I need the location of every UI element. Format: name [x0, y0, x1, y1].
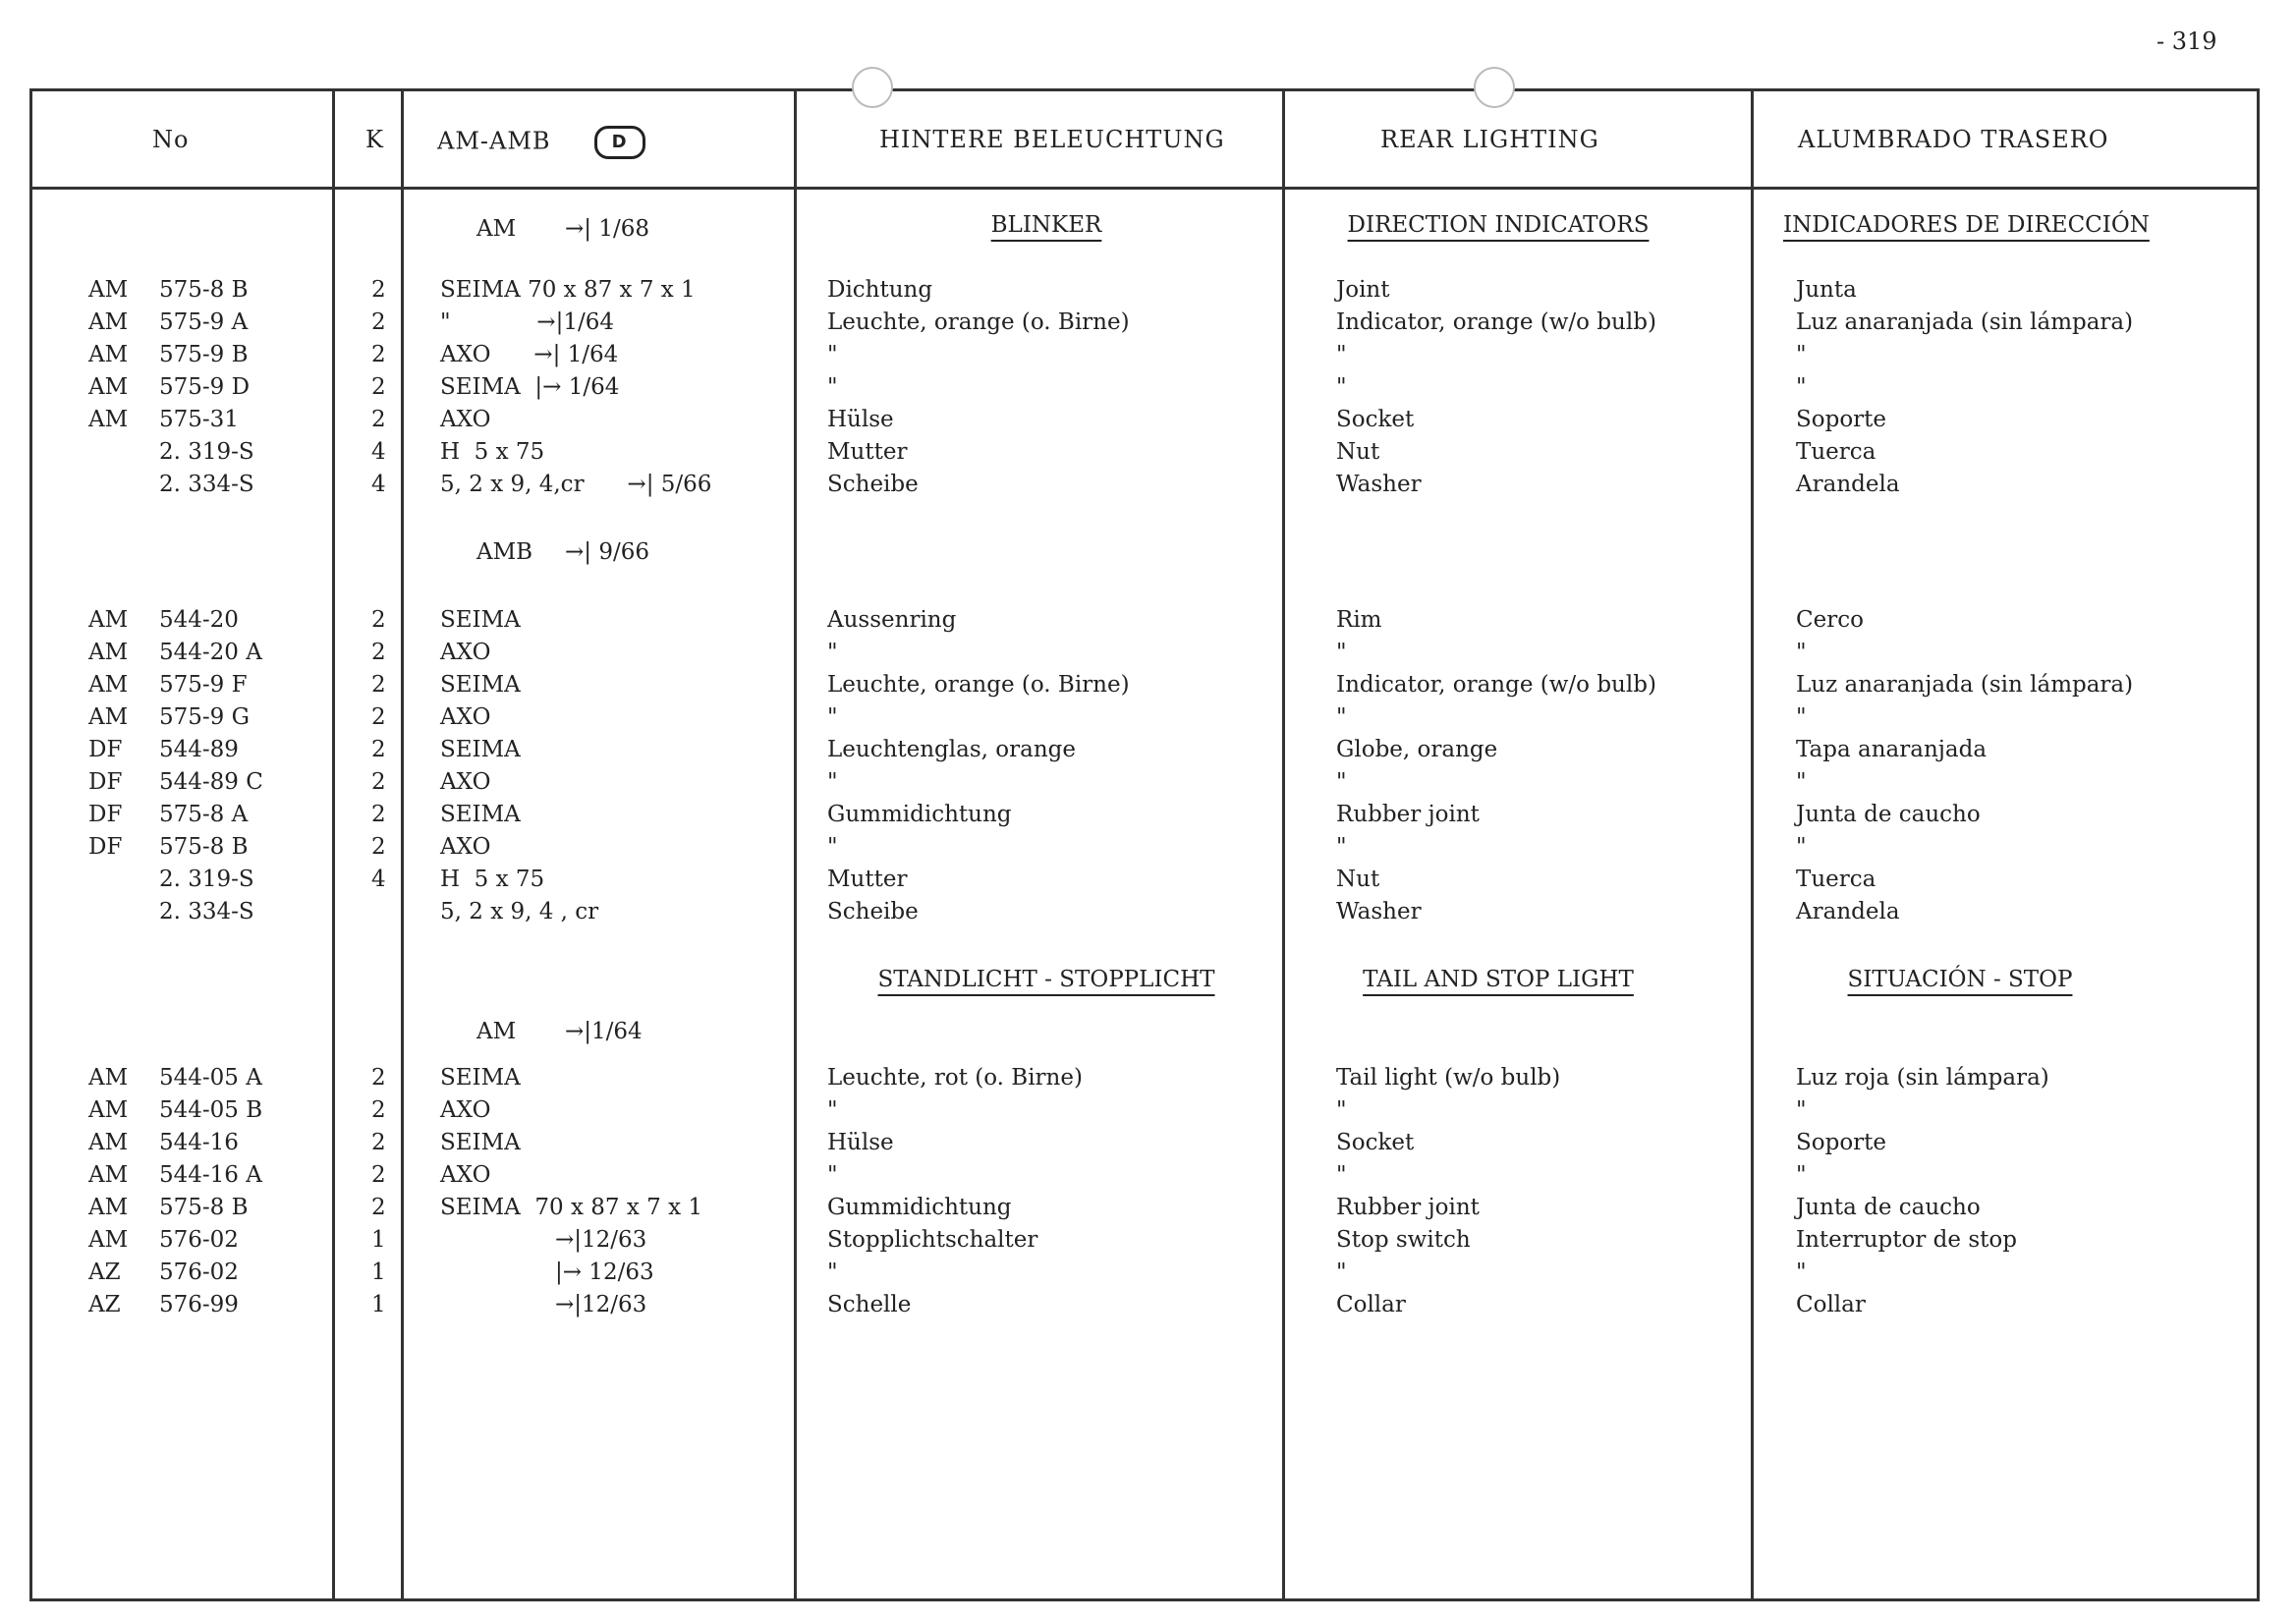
row-german: " — [827, 704, 838, 730]
column-divider — [1282, 88, 1285, 1601]
row-spanish: " — [1796, 704, 1807, 730]
header-german: HINTERE BELEUCHTUNG — [879, 126, 1225, 153]
row-spec: SEIMA 70 x 87 x 7 x 1 — [440, 1195, 702, 1220]
column-divider — [794, 88, 797, 1601]
row-spanish: " — [1796, 1260, 1807, 1285]
row-spec: →|12/63 — [440, 1227, 647, 1253]
row-english: " — [1336, 1162, 1347, 1188]
row-quantity: 1 — [371, 1292, 386, 1317]
punch-hole-icon — [852, 67, 893, 108]
punch-hole-icon — [1474, 67, 1515, 108]
section-model: AM — [476, 1019, 517, 1044]
row-quantity: 2 — [371, 607, 386, 633]
row-german: Gummidichtung — [827, 802, 1012, 827]
row-spanish: Cerco — [1796, 607, 1864, 633]
row-quantity: 2 — [371, 834, 386, 860]
row-english: Tail light (w/o bulb) — [1336, 1065, 1561, 1091]
row-german: " — [827, 1162, 838, 1188]
row-spanish: Interruptor de stop — [1796, 1227, 2017, 1253]
row-prefix: AM — [88, 640, 129, 665]
row-german: Hülse — [827, 407, 894, 432]
row-part-number: 575-8 B — [159, 277, 249, 303]
row-spanish: " — [1796, 374, 1807, 400]
row-quantity: 2 — [371, 672, 386, 698]
row-german: Gummidichtung — [827, 1195, 1012, 1220]
row-prefix: AM — [88, 1162, 129, 1188]
row-quantity: 2 — [371, 407, 386, 432]
row-spanish: Soporte — [1796, 407, 1887, 432]
section-title-german: STANDLICHT - STOPPLICHT — [877, 967, 1215, 992]
row-german: Mutter — [827, 867, 908, 892]
section-date: →| 1/68 — [565, 216, 649, 242]
row-part-number: 544-05 A — [159, 1065, 262, 1091]
row-german: Leuchte, rot (o. Birne) — [827, 1065, 1083, 1091]
row-english: " — [1336, 769, 1347, 795]
row-prefix: AM — [88, 1227, 129, 1253]
row-prefix: AZ — [88, 1292, 121, 1317]
row-english: Stop switch — [1336, 1227, 1471, 1253]
row-english: Rim — [1336, 607, 1382, 633]
row-spec: AXO — [440, 704, 491, 730]
row-german: Hülse — [827, 1130, 894, 1155]
row-english: Rubber joint — [1336, 802, 1480, 827]
row-quantity: 1 — [371, 1227, 386, 1253]
row-german: Dichtung — [827, 277, 933, 303]
row-english: Nut — [1336, 867, 1380, 892]
row-spanish: Tuerca — [1796, 439, 1876, 465]
row-part-number: 576-02 — [159, 1227, 239, 1253]
row-part-number: 2. 334-S — [159, 472, 254, 497]
row-english: Washer — [1336, 899, 1422, 924]
row-english: Nut — [1336, 439, 1380, 465]
row-quantity: 2 — [371, 769, 386, 795]
row-part-number: 2. 319-S — [159, 867, 254, 892]
row-prefix: AM — [88, 374, 129, 400]
row-spanish: Tuerca — [1796, 867, 1876, 892]
row-spanish: " — [1796, 769, 1807, 795]
row-part-number: 575-31 — [159, 407, 239, 432]
row-spec: SEIMA |→ 1/64 — [440, 374, 620, 400]
row-german: Mutter — [827, 439, 908, 465]
section-title-english: DIRECTION INDICATORS — [1347, 212, 1650, 238]
row-spec: SEIMA — [440, 1130, 521, 1155]
row-spec: H 5 x 75 — [440, 439, 545, 465]
row-english: Indicator, orange (w/o bulb) — [1336, 672, 1656, 698]
row-spanish: Luz anaranjada (sin lámpara) — [1796, 309, 2134, 335]
row-part-number: 575-9 F — [159, 672, 248, 698]
row-spanish: Junta de caucho — [1796, 802, 1981, 827]
row-spec: AXO — [440, 407, 491, 432]
row-german: " — [827, 640, 838, 665]
row-german: " — [827, 342, 838, 367]
column-divider — [1751, 88, 1754, 1601]
row-spanish: Junta de caucho — [1796, 1195, 1981, 1220]
row-part-number: 575-9 G — [159, 704, 250, 730]
header-am-amb — [437, 126, 645, 159]
row-part-number: 544-89 C — [159, 769, 263, 795]
column-divider — [332, 88, 335, 1601]
row-part-number: 544-16 A — [159, 1162, 262, 1188]
row-spanish: Arandela — [1796, 472, 1900, 497]
row-spanish: Tapa anaranjada — [1796, 737, 1988, 762]
row-quantity: 2 — [371, 737, 386, 762]
row-english: " — [1336, 834, 1347, 860]
row-part-number: 544-20 A — [159, 640, 262, 665]
row-german: Leuchtenglas, orange — [827, 737, 1076, 762]
row-spec: SEIMA — [440, 672, 521, 698]
row-english: Collar — [1336, 1292, 1406, 1317]
row-english: Indicator, orange (w/o bulb) — [1336, 309, 1656, 335]
row-part-number: 575-9 D — [159, 374, 251, 400]
header-am-amb-label: AM-AMB — [437, 127, 551, 155]
row-part-number: 544-16 — [159, 1130, 239, 1155]
row-spec: AXO — [440, 834, 491, 860]
row-prefix: AM — [88, 407, 129, 432]
row-spanish: " — [1796, 834, 1807, 860]
header-english: REAR LIGHTING — [1380, 126, 1599, 153]
row-prefix: DF — [88, 802, 123, 827]
row-part-number: 575-9 A — [159, 309, 249, 335]
row-german: " — [827, 769, 838, 795]
section-date: →|1/64 — [565, 1019, 643, 1044]
row-spec: 5, 2 x 9, 4,cr →| 5/66 — [440, 472, 712, 497]
row-german: " — [827, 834, 838, 860]
row-german: Scheibe — [827, 899, 919, 924]
row-spanish: " — [1796, 1097, 1807, 1123]
row-spanish: " — [1796, 640, 1807, 665]
row-quantity: 2 — [371, 1097, 386, 1123]
row-spec: H 5 x 75 — [440, 867, 545, 892]
row-prefix: DF — [88, 737, 123, 762]
row-part-number: 576-99 — [159, 1292, 239, 1317]
row-part-number: 544-89 — [159, 737, 239, 762]
row-german: Scheibe — [827, 472, 919, 497]
row-spec: AXO — [440, 640, 491, 665]
row-spec: AXO — [440, 769, 491, 795]
row-english: Globe, orange — [1336, 737, 1498, 762]
row-english: " — [1336, 704, 1347, 730]
row-part-number: 544-20 — [159, 607, 239, 633]
row-prefix: AM — [88, 672, 129, 698]
germany-badge-icon: D — [594, 126, 645, 159]
row-part-number: 544-05 B — [159, 1097, 263, 1123]
row-english: " — [1336, 1097, 1347, 1123]
row-spec: AXO — [440, 1162, 491, 1188]
row-quantity: 4 — [371, 472, 386, 497]
row-part-number: 575-9 B — [159, 342, 249, 367]
row-spec: AXO →| 1/64 — [440, 342, 619, 367]
row-part-number: 575-8 B — [159, 834, 249, 860]
section-model: AMB — [476, 539, 533, 565]
row-prefix: AM — [88, 704, 129, 730]
row-english: Washer — [1336, 472, 1422, 497]
row-german: " — [827, 374, 838, 400]
row-german: " — [827, 1097, 838, 1123]
row-prefix: DF — [88, 834, 123, 860]
section-title-spanish: INDICADORES DE DIRECCIÓN — [1783, 212, 2150, 238]
section-date: →| 9/66 — [565, 539, 649, 565]
row-quantity: 2 — [371, 1195, 386, 1220]
row-spanish: Luz roja (sin lámpara) — [1796, 1065, 2049, 1091]
row-quantity: 2 — [371, 640, 386, 665]
column-divider — [401, 88, 404, 1601]
row-english: " — [1336, 342, 1347, 367]
page-number: - 319 — [2156, 28, 2217, 55]
section-title-german: BLINKER — [990, 212, 1102, 238]
row-part-number: 2. 334-S — [159, 899, 254, 924]
row-spec: |→ 12/63 — [440, 1260, 654, 1285]
row-german: Aussenring — [827, 607, 957, 633]
row-prefix: AM — [88, 1065, 129, 1091]
row-quantity: 2 — [371, 1065, 386, 1091]
row-spanish: " — [1796, 1162, 1807, 1188]
row-spec: AXO — [440, 1097, 491, 1123]
row-spec: SEIMA — [440, 737, 521, 762]
row-spec: " →|1/64 — [440, 309, 614, 335]
row-german: Leuchte, orange (o. Birne) — [827, 309, 1130, 335]
section-title-spanish: SITUACIÓN - STOP — [1847, 967, 2073, 992]
row-spanish: Junta — [1796, 277, 1857, 303]
row-spanish: Arandela — [1796, 899, 1900, 924]
row-german: " — [827, 1260, 838, 1285]
row-german: Schelle — [827, 1292, 912, 1317]
row-prefix: AM — [88, 309, 129, 335]
row-quantity: 2 — [371, 802, 386, 827]
row-english: Socket — [1336, 1130, 1415, 1155]
row-english: " — [1336, 1260, 1347, 1285]
row-spanish: Collar — [1796, 1292, 1866, 1317]
row-part-number: 576-02 — [159, 1260, 239, 1285]
row-english: Joint — [1336, 277, 1390, 303]
row-part-number: 2. 319-S — [159, 439, 254, 465]
row-spec: SEIMA — [440, 802, 521, 827]
row-spanish: Soporte — [1796, 1130, 1887, 1155]
row-english: Rubber joint — [1336, 1195, 1480, 1220]
row-quantity: 2 — [371, 309, 386, 335]
row-spanish: " — [1796, 342, 1807, 367]
row-spec: SEIMA — [440, 1065, 521, 1091]
row-quantity: 2 — [371, 1130, 386, 1155]
row-english: Socket — [1336, 407, 1415, 432]
row-spec: →|12/63 — [440, 1292, 647, 1317]
row-prefix: AM — [88, 607, 129, 633]
row-quantity: 2 — [371, 704, 386, 730]
row-prefix: AM — [88, 342, 129, 367]
header-no: No — [152, 126, 190, 153]
row-spec: 5, 2 x 9, 4 , cr — [440, 899, 599, 924]
header-k: K — [365, 126, 384, 153]
row-german: Leuchte, orange (o. Birne) — [827, 672, 1130, 698]
row-quantity: 2 — [371, 277, 386, 303]
row-quantity: 2 — [371, 1162, 386, 1188]
row-english: " — [1336, 374, 1347, 400]
row-part-number: 575-8 B — [159, 1195, 249, 1220]
row-quantity: 1 — [371, 1260, 386, 1285]
row-quantity: 2 — [371, 342, 386, 367]
row-part-number: 575-8 A — [159, 802, 249, 827]
row-quantity: 4 — [371, 867, 386, 892]
row-spanish: Luz anaranjada (sin lámpara) — [1796, 672, 2134, 698]
row-prefix: DF — [88, 769, 123, 795]
row-english: " — [1336, 640, 1347, 665]
section-title-english: TAIL AND STOP LIGHT — [1363, 967, 1634, 992]
row-prefix: AM — [88, 1195, 129, 1220]
row-spec: SEIMA 70 x 87 x 7 x 1 — [440, 277, 696, 303]
section-model: AM — [476, 216, 517, 242]
row-prefix: AM — [88, 1097, 129, 1123]
row-quantity: 4 — [371, 439, 386, 465]
row-prefix: AM — [88, 1130, 129, 1155]
row-quantity: 2 — [371, 374, 386, 400]
row-prefix: AZ — [88, 1260, 121, 1285]
header-divider — [29, 187, 2260, 190]
row-german: Stopplichtschalter — [827, 1227, 1038, 1253]
header-spanish: ALUMBRADO TRASERO — [1798, 126, 2109, 153]
row-spec: SEIMA — [440, 607, 521, 633]
row-prefix: AM — [88, 277, 129, 303]
